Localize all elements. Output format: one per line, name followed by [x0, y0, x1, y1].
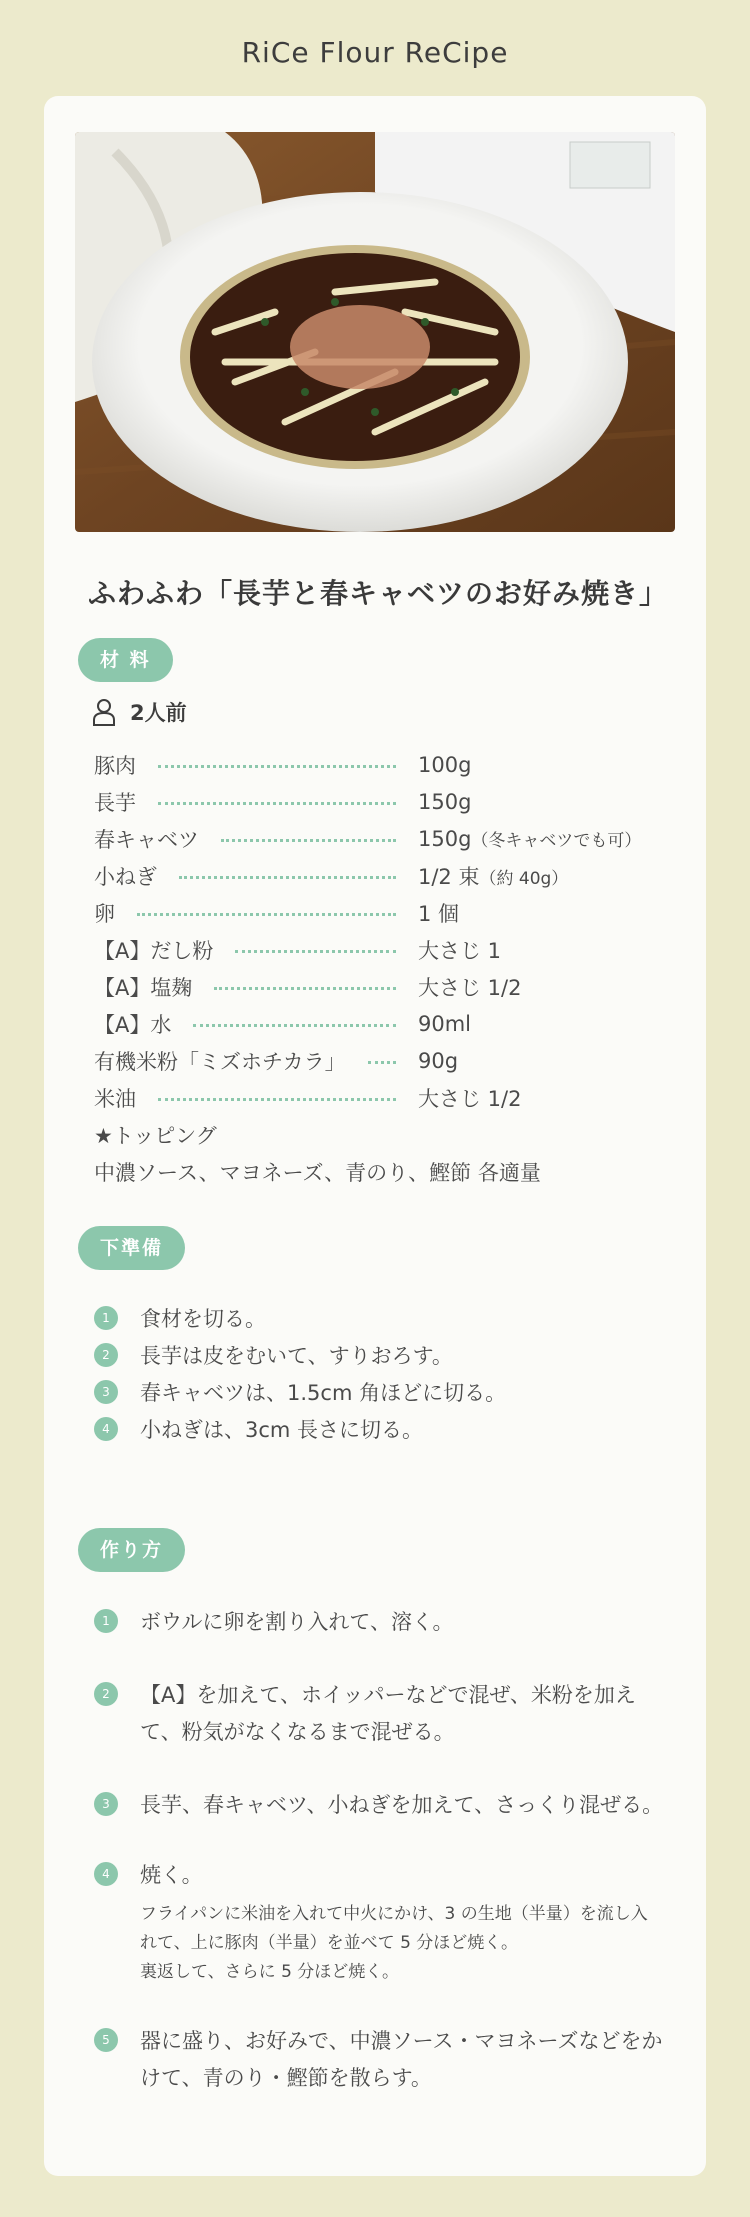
topping-text: 中濃ソース、マヨネーズ、青のり、鰹節 各適量	[94, 1160, 541, 1185]
servings-text: 2人前	[130, 701, 187, 725]
ingredient-amount	[418, 972, 664, 1002]
ingredient-amount	[418, 753, 664, 777]
amount-value: 150g	[418, 827, 472, 851]
ingredient-amount	[418, 935, 664, 965]
step-text: 食材を切る。	[140, 1307, 266, 1331]
amount-value: 大さじ 1/2	[418, 975, 522, 1000]
ingredient-name: 【A】水	[94, 1012, 172, 1037]
amount-value: 90g	[418, 1048, 459, 1073]
method-step	[94, 1787, 664, 1824]
recipe-title: ふわふわ「長芋と春キャベツのお好み焼き」	[88, 577, 669, 610]
dotted-leader	[179, 876, 396, 879]
dotted-leader	[235, 950, 396, 953]
step-text: 小ねぎは、3cm 長さに切る。	[140, 1418, 424, 1442]
ingredient-name: 卵	[94, 901, 115, 926]
ingredient-amount	[418, 1083, 664, 1113]
ingredient-row	[94, 968, 664, 1005]
amount-value: 大さじ 1/2	[418, 1086, 522, 1111]
ingredient-amount	[418, 1049, 664, 1073]
topping-label: ★トッピング	[94, 1123, 217, 1148]
step-number: 2	[94, 1682, 118, 1706]
ingredient-name: 長芋	[94, 790, 136, 815]
ingredient-amount	[418, 790, 664, 814]
dotted-leader	[193, 1024, 396, 1027]
ingredient-row	[94, 931, 664, 968]
step-number: 3	[94, 1792, 118, 1816]
step-note: フライパンに米油を入れて中火にかけ、3 の生地（半量）を流し入れて、上に豚肉（半量）を並べて 5 分ほど焼く。 裏返して、さらに 5 分ほど焼く。	[140, 1904, 648, 1982]
ingredient-row	[94, 820, 664, 857]
site-title: RiCe Flour ReCipe	[241, 36, 509, 69]
ingredient-row	[94, 1079, 664, 1116]
ingredient-name: 春キャベツ	[94, 827, 199, 852]
person-icon	[92, 698, 116, 726]
dotted-leader	[158, 1098, 396, 1101]
ingredient-name: 米油	[94, 1086, 136, 1111]
step-text: 春キャベツは、1.5cm 角ほどに切る。	[140, 1381, 507, 1405]
prep-label: 下準備	[78, 1226, 185, 1270]
step-number: 1	[94, 1306, 118, 1330]
dotted-leader	[368, 1061, 396, 1064]
ingredient-row	[94, 783, 664, 820]
ingredient-row	[94, 1005, 664, 1042]
amount-value: 100g	[418, 752, 472, 777]
step-number: 2	[94, 1343, 118, 1367]
step-text: ボウルに卵を割り入れて、溶く。	[140, 1610, 454, 1634]
ingredient-name: 【A】塩麹	[94, 975, 193, 1000]
prep-steps	[94, 1301, 664, 1449]
amount-value: 大さじ 1	[418, 938, 502, 963]
step-text: 焼く。	[140, 1863, 203, 1887]
step-text: 【A】を加えて、ホイッパーなどで混ぜ、米粉を加えて、粉気がなくなるまで混ぜる。	[140, 1683, 636, 1744]
ingredient-row	[94, 894, 664, 931]
amount-note: （約 40g）	[479, 868, 569, 889]
method-step	[94, 1857, 664, 1987]
amount-value: 150g	[418, 789, 472, 814]
amount-value: 1 個	[418, 901, 460, 926]
ingredient-amount	[418, 861, 664, 891]
method-label: 作り方	[78, 1528, 185, 1572]
ingredient-name: 【A】だし粉	[94, 938, 214, 963]
amount-value: 1/2 束	[418, 864, 480, 889]
step-text: 長芋は皮をむいて、すりおろす。	[140, 1344, 453, 1368]
ingredient-row	[94, 857, 664, 894]
recipe-photo	[75, 132, 675, 532]
step-number: 4	[94, 1862, 118, 1886]
ingredient-list	[94, 746, 664, 1190]
ingredient-name: 豚肉	[94, 753, 136, 778]
step-number: 5	[94, 2028, 118, 2052]
recipe-card	[44, 96, 706, 2176]
method-step	[94, 1677, 664, 1751]
dotted-leader	[137, 913, 396, 916]
prep-step	[94, 1338, 664, 1375]
method-steps	[94, 1604, 664, 2097]
ingredient-row	[94, 746, 664, 783]
prep-step	[94, 1375, 664, 1412]
step-number: 4	[94, 1417, 118, 1441]
step-number: 3	[94, 1380, 118, 1404]
servings	[92, 697, 187, 727]
amount-value: 90ml	[418, 1011, 472, 1036]
ingredient-amount	[418, 826, 664, 851]
ingredients-label: 材 料	[78, 638, 173, 682]
ingredient-name: 小ねぎ	[94, 864, 157, 889]
prep-step	[94, 1301, 664, 1338]
method-step	[94, 1604, 664, 1641]
step-number: 1	[94, 1609, 118, 1633]
ingredient-name: 有機米粉「ミズホチカラ」	[94, 1049, 346, 1074]
dotted-leader	[214, 987, 396, 990]
ingredient-row	[94, 1042, 664, 1079]
amount-note: （冬キャベツでも可）	[471, 831, 642, 851]
prep-step	[94, 1412, 664, 1449]
dotted-leader	[221, 839, 396, 842]
ingredient-amount	[418, 898, 664, 928]
step-text: 器に盛り、お好みで、中濃ソース・マヨネーズなどをかけて、青のり・鰹節を散らす。	[140, 2029, 663, 2090]
step-text: 長芋、春キャベツ、小ねぎを加えて、さっくり混ぜる。	[140, 1793, 664, 1817]
dotted-leader	[158, 802, 396, 805]
ingredient-amount	[418, 1012, 664, 1036]
method-step	[94, 2023, 664, 2097]
dotted-leader	[158, 765, 396, 768]
okonomiyaki-photo	[75, 132, 675, 532]
